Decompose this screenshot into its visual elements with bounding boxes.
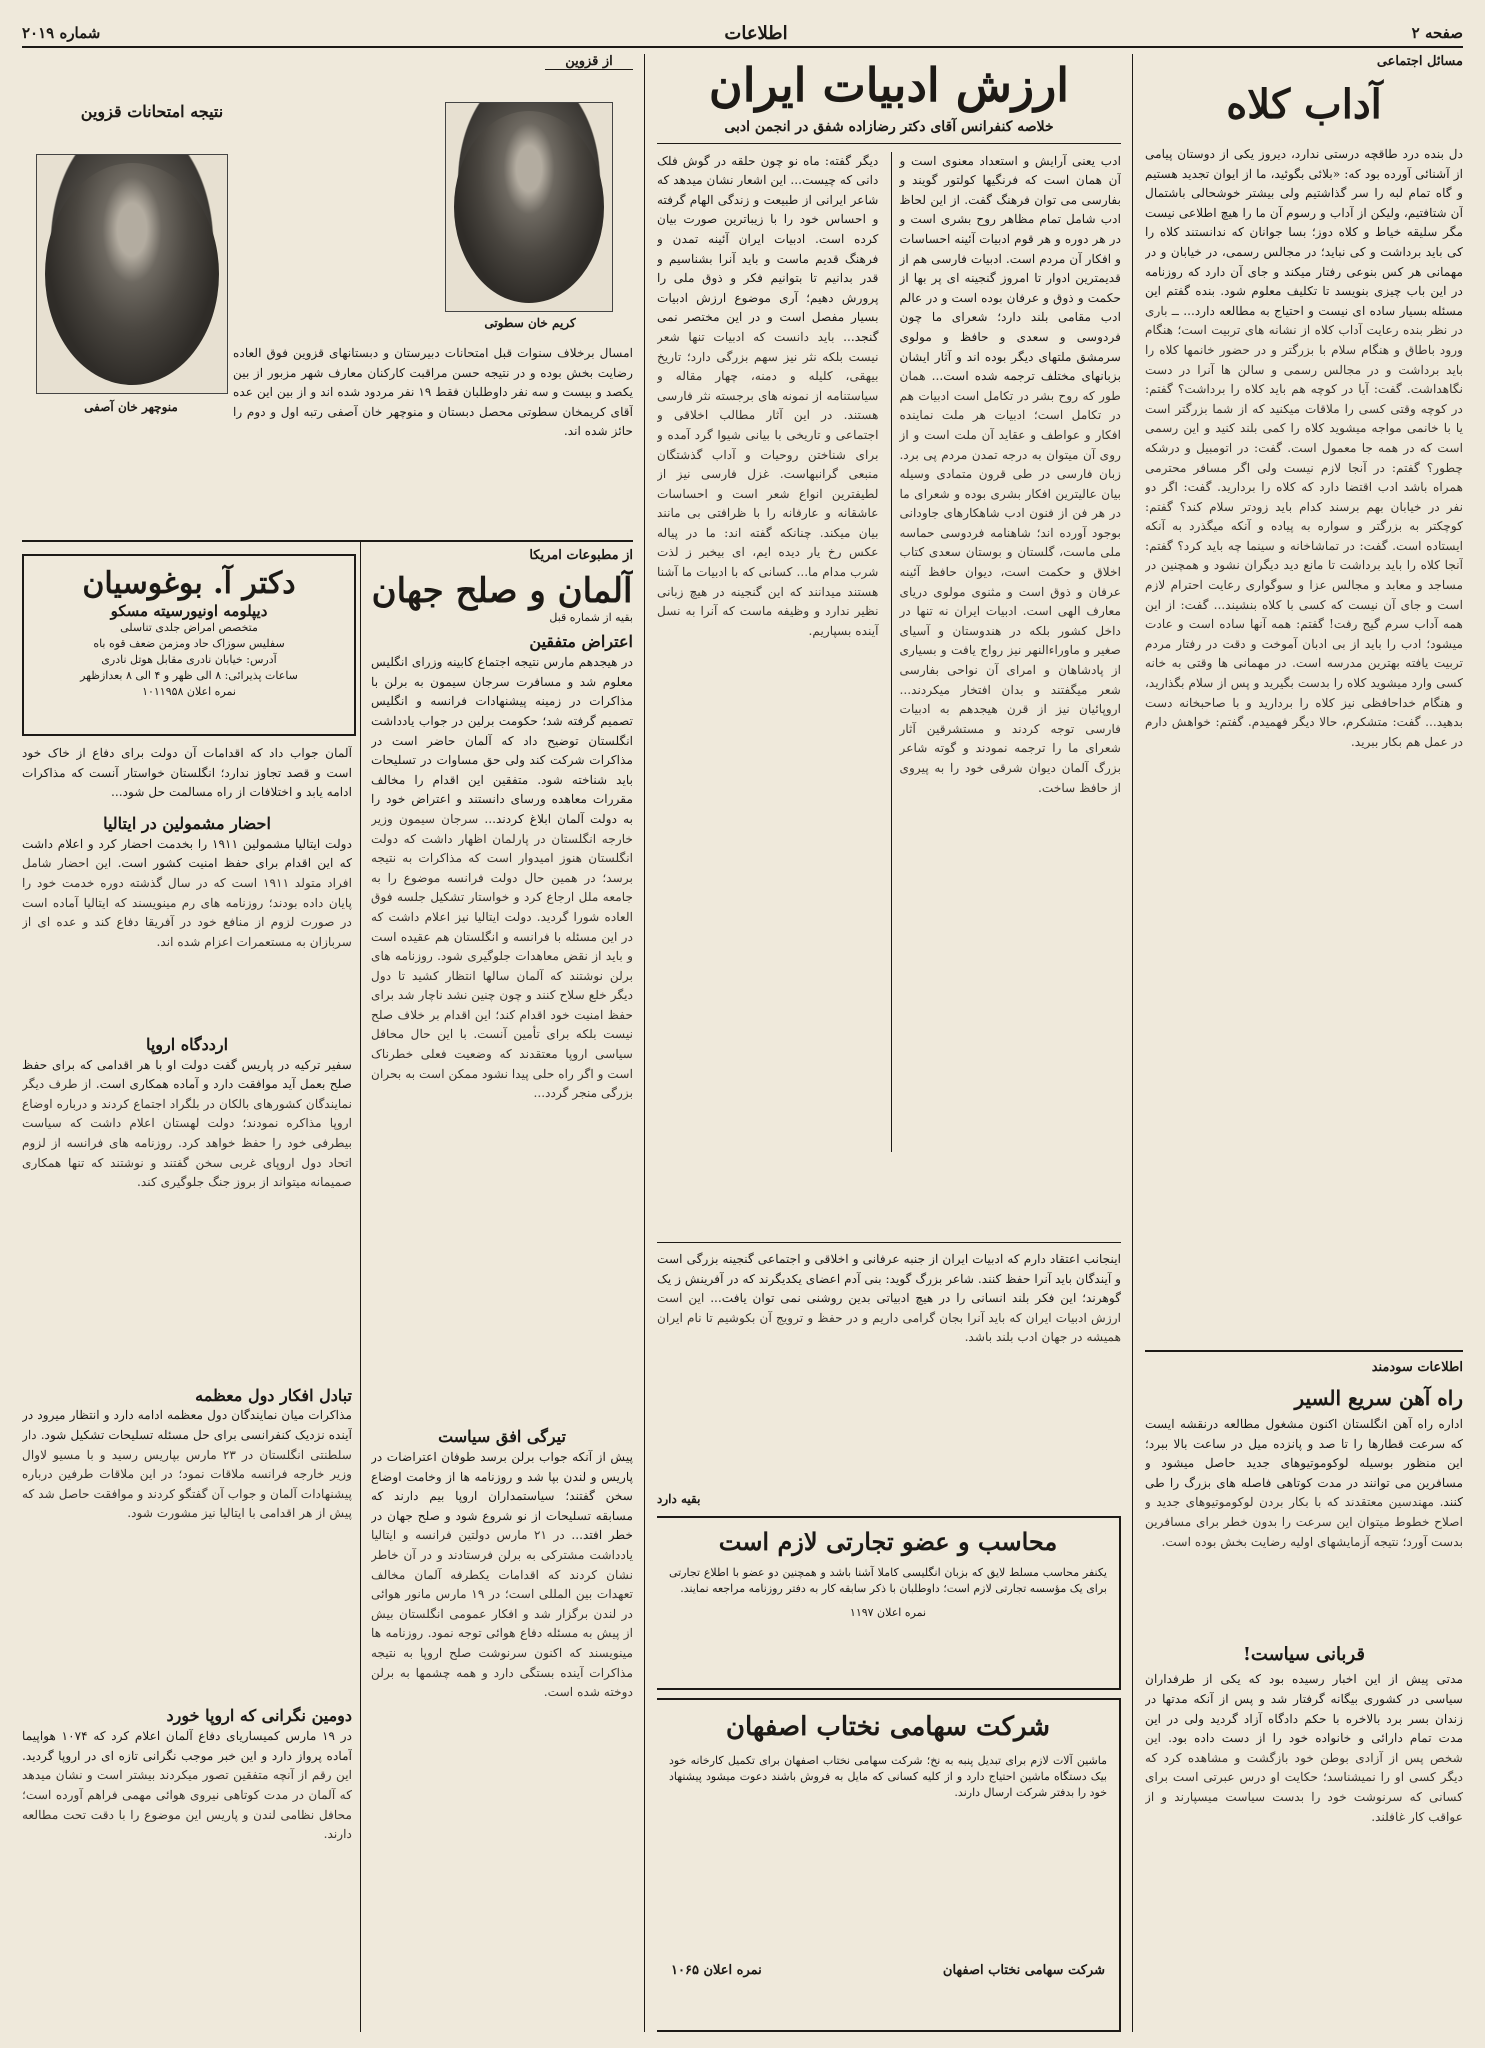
world-note: بقیه از شماره قبل [549, 611, 633, 625]
ad-isfahan [657, 1698, 1121, 2032]
newspaper-page [22, 20, 1463, 2032]
lower-title3: تبادل افکار دول معظمه [195, 1385, 352, 1405]
world-body2: پیش از آنکه جواب برلن برسد طوفان اعتراضات در پاریس و لندن بپا شد و روزنامه ها از وخامت اوضاع سخن گفتند؛ سیاستمداران اروپا بیم دارند که مسابقه تسلیحات از نو شروع شود و صلح جهان در خطر افتد... در ۲۱ مارس دولتین فرانسه و ایتالیا یادداشت مشترکی به برلن فرستادند و در آن خاطر نشان کردند که اقدامات یکطرفه آلمان مخالف تعهدات بین المللی است؛ در ۱۹ مارس مانور هوائی در لندن برگزار شد و افکار عمومی انگلستان بیش از پیش به مسئله دفاع هوائی توجه نمود. روزنامه ها مینویسند که اکنون سرنوشت صلح اروپا به نتیجه مذاکرات آینده بستگی دارد و همه چشمها به برلن دوخته شده است. [371, 1449, 633, 1700]
article-body: دل بنده درد طاقچه درستی ندارد، دیروز یکی از دوستان پیامی از آشنائی آورده بود که: «بلائی بگوئید، ما از ایوان تجدید هستیم و گاه تمام لبه را سر گذاشتیم ولی بیشتر خوشحالی باشتمال آن شتافتیم، ولیکن از آداب و رسوم آن ما را هیچ اطلاعی نیست مگر سلیقه خیاط و کلاه دوز؛ بسا جوانان که ندانستند کلاه را کی باید برداشت و کی نباید؛ در مجالس رسمی، در خیابان و در مهمانی هر کس بنوعی رفتار میکند و جای آن دارد که روزنامه در این باب چیزی بنویسد تا تکلیف معلوم شود. بنده گفتم این مسئله بسیار ساده ای نیست و احتیاج به مطالعه دارد... ــ باری در نظر بنده رعایت آداب کلاه از نشانه های تربیت است؛ هنگام ورود باطاق و هنگام سلام با بزرگتر و در حضور خانمها کلاه را باید برداشت و در مجالس رسمی و سالن ها آنرا در دست نگاهداشت. گفت: آیا در کوچه هم باید کلاه را برداشت؟ گفتم: در کوچه وقتی کسی را ملاقات میکنید که از شما بزرگتر است یا با خانمی مواجه میشوید کلاه را کمی بلند کنید و این رسمی است که در همه جا معمول است. گفت: در اتومبیل و درشکه چطور؟ گفتم: در آنجا لازم نیست ولی اگر مسافر محترمی همراه باشد ادب اقتضا دارد که کلاه را بردارید. گفت: اگر دو نفر در خیابان بهم برسند کدام باید زودتر سلام کند؟ گفتم: کوچکتر به بزرگتر و سواره به پیاده و آنکه میگذرد به آنکه ایستاده است. گفت: در تماشاخانه و سینما چه باید کرد؟ گفتم: آنجا کلاه را باید برداشت تا مانع دید دیگران نشود و همچنین در مساجد و معابد و مجالس عزا و سوگواری رعایت احترام لازم است و جای آن نیست که کسی با کلاه بنشیند... گفت: از این همه آداب سرم گیج رفت! گفتم: همه آنها ساده است و عادت میشود؛ ادب را باید از بی ادبان آموخت و دقت در رفتار مردم تربیت یافته بهترین مدرسه است. در مهمانی ها وقتی به خانه کسی وارد میشوید کلاه را بدست بگیرید و پس از سلام بگذارید، و هنگام خداحافظی نیز کلاه را بردارید و با صاحبخانه دست بدهید... گفت: متشکرم، حالا دیگر فهمیدم. گفتم: خواهش دارم در عمل هم بکار ببرید. [1145, 147, 1463, 749]
lower-news [22, 744, 352, 2032]
article-body-right: ادب یعنی آرایش و استعداد معنوی است و آن همان است که فرنگیها کولتور گویند و بفارسی می توان فرهنگ گفت. از این لحاظ ادب شامل تمام مظاهر روح بشری است و در هر دوره و هر قوم ادبیات آئینه احساسات و افکار آن مردم است. ادبیات فارسی هم از قدیمترین ادوار تا امروز گنجینه ای پر بها از حکمت و ذوق و عرفان بوده است و در عالم ادب مقامی بلند دارد؛ شعرای ما چون فردوسی و سعدی و حافظ و مولوی سرمشق ملتهای دیگر بوده اند و آثار ایشان بزبانهای مختلف ترجمه شده است... همان طور که روح بشر در تکامل است ادبیات هم در تکامل است؛ ادبیات هر ملت نماینده افکار و عواطف و عقاید آن ملت است و از روی آن میتوان به درجه تمدن مردم پی برد. زبان فارسی در طی قرون متمادی وسیله بیان عالیترین افکار بشری بوده و شعرای ما در هر فن از فنون ادب شاهکارهای جاودانی بوجود آورده اند؛ شاهنامه فردوسی حماسه ملی ماست، گلستان و بوستان سعدی کتاب اخلاق و حکمت است، دیوان حافظ آئینه عرفان و ذوق است و مثنوی مولوی دریای معارف الهی است. ادبیات ایران نه تنها در داخل کشور بلکه در هندوستان و آسیای صغیر و ماوراءالنهر نیز رواج یافت و بسیاری از پادشاهان و امرای آن نواحی بفارسی شعر میگفتند و بدان افتخار میکردند... اروپائیان نیز از قرن هیجدهم به ادبیات فارسی توجه کردند و مستشرقین آثار شعرای ما را ترجمه نمودند و گوته شاعر بزرگ آلمان دیوان شرقی خود را به پیروی از حافظ ساخت. [891, 152, 1122, 1152]
section-kicker-useful: اطلاعات سودمند [1371, 1360, 1463, 1375]
continued-note: بقیه دارد [657, 1492, 701, 1506]
section-kicker-qazvin: از قزوین [545, 54, 633, 70]
caption-manouchehr: منوچهر خان آصفی [84, 400, 178, 414]
lower-body1: دولت ایتالیا مشمولین ۱۹۱۱ را بخدمت احضار کرد و اعلام داشت که این اقدام برای حفظ امنیت کشور است. این احضار شامل افراد متولد ۱۹۱۱ است که در سال گذشته دوره خدمت خود را پایان داده بودند؛ روزنامه های رم مینویسند که ایتالیا آماده است در صورت لزوم از منافع خود در آفریقا دفاع کند و عده ای از سربازان به مستعمرات اعزام شده اند. [22, 836, 352, 949]
right-column [1145, 54, 1463, 2032]
doctor-ref: نمره اعلان ۱۰۱۱۹۵۸ [142, 685, 236, 698]
ad-isfahan-sign: شرکت سهامی نختاب اصفهان [942, 1963, 1105, 1979]
doctor-line3: سفلیس سوزاک حاد ومزمن ضعف قوه باه [93, 637, 285, 650]
exam-title: نتیجه امتحانات قزوین [80, 102, 224, 121]
portrait-karim [445, 102, 613, 312]
doctor-hours: ساعات پذیرائی: ۸ الی ظهر و ۴ الی ۸ بعدازظهر [80, 669, 298, 682]
article-title: آداب کلاه [1226, 81, 1382, 128]
ad-accountant [657, 1516, 1121, 1690]
ad-isfahan-body: ماشین آلات لازم برای تبدیل پنبه به نخ؛ شرکت سهامی نختاب اصفهان برای تکمیل کارخانه خود بیک دستگاه ماشین احتیاج دارد و از کلیه کسانی که مایل به فروش باشند دعوت میشود پیشنهاد خود را بدفتر شرکت ارسال دارند. [669, 1754, 1107, 1800]
article-title-literature: ارزش ادبیات ایران [708, 58, 1070, 112]
ad-accountant-body: یکنفر محاسب مسلط لایق که بزبان انگلیسی کاملا آشنا باشد و همچنین دو عضو با اطلاع تجارتی برای یک مؤسسه تجارتی لازم است؛ داوطلبان با ذکر سابقه کار به دفتر روزنامه مراجعه نمایند. [669, 1565, 1107, 1595]
column-rule [1132, 54, 1133, 2032]
issue-number: شماره ۲۰۱۹ [22, 24, 101, 42]
caption-karim: کریم خان سطوتی [484, 316, 576, 330]
ad-accountant-ref: نمره اعلان ۱۱۹۷ [849, 1605, 927, 1619]
doctor-address: آدرس: خیابان نادری مقابل هوتل نادری [101, 653, 277, 666]
ad-isfahan-ref: نمره اعلان ۱۰۶۵ [671, 1963, 762, 1979]
world-body: در هیجدهم مارس نتیجه اجتماع کابینه وزرای انگلیس معلوم شد و مسافرت سرجان سیمون به برلن با مذاکرات در زمینه پیشنهادات فرانسه و انگلیس تصمیم گرفته شد؛ حکومت برلین در جواب یادداشت انگلستان توضیح داد که آلمان حاضر است در مذاکرات شرکت کند ولی حق مساوات در تسلیحات باید شناخته شود. متفقین این اقدام را مخالف مقررات معاهده ورسای دانستند و اعتراض خود را به دولت آلمان ابلاغ کردند... سرجان سیمون وزیر خارجه انگلستان در پارلمان اظهار داشت که دولت انگلستان هنوز امیدوار است که مذاکرات به نتیجه برسد؛ در همین حال دولت فرانسه موضوع را به جامعه ملل ارجاع کرد و خواستار تشکیل جلسه فوق العاده شورا گردید. دولت ایتالیا نیز اعلام داشت که در این مسئله با فرانسه و انگلستان هم عقیده است و باید از نقض معاهدات جلوگیری شود. روزنامه های برلن نوشتند که آلمان سالها انتظار کشید تا دول دیگر خلع سلاح کنند و چون چنین نشد ناچار شد برای حفظ امنیت خود اقدام کند؛ این اقدام بر خلاف صلح نیست بلکه برای تأمین آنست. با این حال محافل سیاسی اروپا معتقدند که وضعیت فعلی خطرناک است و اگر راه حلی پیدا نشود ممکن است به بحران بزرگی منجر گردد... [371, 655, 633, 1101]
page-number: صفحه ۲ [1411, 24, 1463, 42]
world-sub: اعتراض متفقین [529, 632, 633, 652]
lower-body3: مذاکرات میان نمایندگان دول معظمه ادامه دارد و انتظار میرود در آینده نزدیک کنفرانسی برای حل مسئله تسلیحات تشکیل شود. دار سلطنتی انگلستان در ۲۳ مارس بپاریس رسید و با مسیو لاوال وزیر خارجه فرانسه ملاقات نمود؛ در این ملاقات طرفین درباره پیشنهادات آلمان و جواب آن گفتگو کردند و موافقت حاصل شد که پیش از هر اقدامی با ایتالیا نیز مشورت شود. [22, 1408, 352, 1521]
article-title-railway: راه آهن سریع السیر [1294, 1386, 1463, 1410]
doctor-line1: دیپلومه اونیورسیته مسکو [110, 602, 268, 620]
article-body-left: دیگر گفته: ماه نو چون حلقه در گوش فلک دانی که چیست... این اشعار نشان میدهد که شاعر ایرانی از طبیعت و زندگی الهام گرفته و احساس خود را با زیباترین صورت بیان کرده است. ادبیات ایران آئینه تمدن و فرهنگ قدیم ماست و باید آنرا بشناسیم و قدر بدانیم تا بتوانیم فکر و ذوق ملی را پرورش دهیم؛ آری موضوع ارزش ادبیات بسیار مفصل است و در این مختصر نمی گنجد... باید دانست که ادبیات تنها شعر نیست بلکه نثر نیز سهم بزرگی دارد؛ تاریخ بیهقی، کلیله و دمنه، چهار مقاله و سیاستنامه از نمونه های برجسته نثر فارسی هستند. در این آثار مطالب اخلاقی و اجتماعی و تاریخی با بیانی شیوا گرد آمده و برای شناختن روحیات و آداب گذشتگان منبعی گرانبهاست. غزل فارسی نیز از لطیفترین انواع شعر است و احساسات عاشقانه و عارفانه را با ظرافتی بی مانند بیان میکند. چنانکه گفته اند: ما در پیاله عکس رخ یار دیده ایم، ای بیخبر ز لذت شرب مدام ما... کسانی که با ادبیات ما آشنا هستند میدانند که این گنجینه در هیچ زبانی نظیر ندارد و وظیفه ماست که آنرا به نسل آینده بسپاریم. [657, 153, 879, 638]
lower-title4: دومین نگرانی که اروپا خورد [166, 1706, 352, 1726]
lower-title1: احضار مشمولین در ایتالیا [103, 814, 271, 833]
ad-isfahan-title: شرکت سهامی نختاب اصفهان [725, 1712, 1051, 1742]
column-rule [644, 54, 645, 2032]
paper-name: اطلاعات [724, 22, 788, 44]
doctor-line2: متخصص امراض جلدی تناسلی [120, 621, 258, 634]
doctor-name: دکتر آ. بوغوسیان [82, 566, 296, 601]
world-sub2: تیرگی افق سیاست [438, 1427, 566, 1447]
left-column [22, 54, 633, 2032]
article-subtitle: خلاصه کنفرانس آقای دکتر رضازاده شفق در انجمن ادبی [657, 119, 1121, 144]
lower-title2: ارددگاه اروپا [145, 1034, 229, 1054]
section-kicker: مسائل اجتماعی [1376, 54, 1463, 69]
lower-body4: در ۱۹ مارس کمیساریای دفاع آلمان اعلام کرد که ۱۰۷۴ هواپیما آماده پرواز دارد و این خبر موجب نگرانی تازه ای در اروپا گردید. این رقم از آنچه متفقین تصور میکردند بیشتر است و نشان میدهد که آلمان در مدت کوتاهی نیروی هوائی مهمی فراهم آورده است؛ محافل نظامی لندن و پاریس این موضوع را با دقت تحت مطالعه دارند. [22, 1729, 352, 1842]
ad-doctor [22, 554, 356, 736]
article-body-politics: مدتی پیش از این اخبار رسیده بود که یکی از طرفداران سیاسی در کشوری بیگانه گرفتار شد و پس از آنکه مدتها در زندان بسر برد بالاخره با حکم دادگاه آزاد گردید ولی در این مدت تمام دارائی و خانواده خود را از دست داده بود. این شخص پس از آزادی بوطن خود بازگشت و مشاهده کرد که دیگر کسی او را نمیشناسد؛ حکایت او درس عبرتی است برای کسانی که سرنوشت خود را بدست سیاست میسپارند و از عواقب کار غافلند. [1145, 1672, 1463, 1824]
masthead [22, 20, 1463, 48]
lower-body2: سفیر ترکیه در پاریس گفت دولت او با هر اقدامی که برای حفظ صلح بعمل آید موافقت دارد و آماده همکاری است. از طرف دیگر نمایندگان کشورهای بالکان در بلگراد اجتماع کردند و درباره اوضاع اروپا مذاکره نمودند؛ دولت لهستان اعلام داشت که سیاست بیطرفی خود را حفظ خواهد کرد. روزنامه های فرانسه از لزوم اتحاد دول اروپای غربی سخن گفتند و نوشتند که تنها همکاری صمیمانه میتواند از بروز جنگ جلوگیری کند. [22, 1057, 352, 1190]
article-title-politics: قربانی سیاست! [1243, 1644, 1365, 1665]
center-column [657, 54, 1121, 2032]
article-body-railway: اداره راه آهن انگلستان اکنون مشغول مطالعه درنقشه ایست که سرعت قطارها را تا صد و پانزده میل در ساعت بالا ببرد؛ این منظور بوسیله لوکوموتیوهای جدید حاصل میشود و مسافرین می توانند در مدت کوتاهی فاصله های بزرگ را طی کنند. مهندسین معتقدند که با بکار بردن لوکوموتیوهای جدید و اصلاح خطوط میتوان این سرعت را بدون خطر برای مسافرین بدست آورد؛ نتیجه آزمایشهای اولیه رضایت بخش بوده است. [1145, 1417, 1463, 1549]
world-title: آلمان و صلح جهان [371, 571, 633, 611]
portrait-manouchehr [36, 154, 228, 394]
article-body-continued: اینجانب اعتقاد دارم که ادبیات ایران از جنبه عرفانی و اخلاقی و اجتماعی گنجینه بزرگی است و آیندگان باید آنرا حفظ کنند. شاعر بزرگ گوید: بنی آدم اعضای یکدیگرند که در آفرینش ز یک گوهرند؛ این فکر بلند انسانی را در هیچ ادبیاتی بدین روشنی نمی توان یافت... این است ارزش ادبیات ایران که باید آنرا بجان گرامی داریم و در حفظ و ترویج آن بکوشیم تا نام ایران همیشه در جهان ادب بلند باشد. [657, 1252, 1121, 1345]
lower-body: آلمان جواب داد که اقدامات آن دولت برای دفاع از خاک خود است و قصد تجاوز ندارد؛ انگلستان خواستار آنست که مذاکرات ادامه یابد و اختلافات از راه مسالمت حل شود... [22, 746, 352, 800]
section-divider [1145, 1350, 1463, 1352]
ad-accountant-title: محاسب و عضو تجارتی لازم است [718, 1527, 1058, 1556]
world-kicker: از مطبوعات امریکا [529, 548, 633, 563]
exam-body: امسال برخلاف سنوات قبل امتحانات دبیرستان و دبستانهای قزوین فوق العاده رضایت بخش بوده و در نتیجه حسن مراقبت کارکنان معارف شهر مزبور از بین یکصد و بیست و سه نفر داوطلبان فقط ۱۹ نفر مردود شده اند و از بین این عده آقای کریمخان سطوتی محصل دبستان و منوچهر خان آصفی رتبه اول و دوم را حائز شده اند. [233, 346, 633, 439]
